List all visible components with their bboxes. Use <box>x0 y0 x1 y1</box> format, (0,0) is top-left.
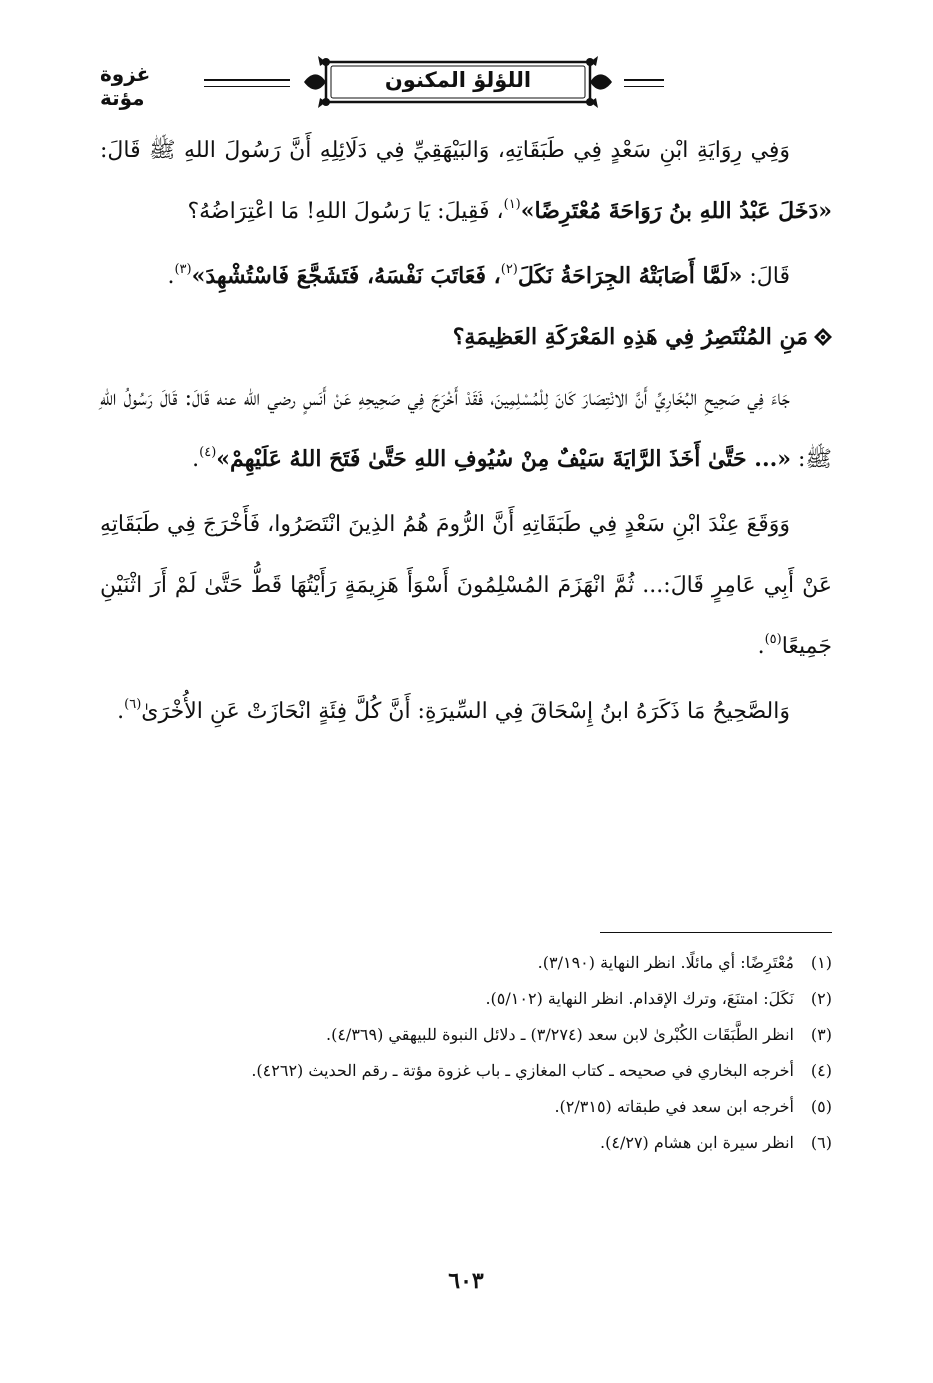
footnote-ref: (٣) <box>174 262 192 277</box>
footnote-item <box>100 1089 832 1125</box>
main-text <box>100 120 832 742</box>
ornament-bullet-icon <box>814 328 832 346</box>
paragraph-end: . <box>757 634 765 659</box>
footnote-item <box>100 1053 832 1089</box>
header-rule-left <box>204 79 290 87</box>
footnote-text: مُعْتَرِضًا: أي مائلًا. انظر النهاية (٣/١٩٠). <box>537 953 794 972</box>
footnote-item <box>100 1017 832 1053</box>
footnote-number: (٣) <box>810 1025 832 1044</box>
paragraph-1 <box>100 120 832 242</box>
paragraph-end: . <box>192 447 200 472</box>
header-rule-right <box>624 79 664 87</box>
page-number: ٦٠٣ <box>448 1268 484 1294</box>
footnote-text: انظر سيرة ابن هشام (٤/٢٧). <box>600 1133 794 1152</box>
footnote-item <box>100 945 832 981</box>
question-heading <box>100 307 832 368</box>
footnote-text: أخرجه البخاري في صحيحه ـ كتاب المغازي ـ باب غزوة مؤتة ـ رقم الحديث (٤٢٦٢). <box>251 1061 794 1080</box>
book-title: اللؤلؤ المكنون <box>384 68 532 92</box>
footnote-item <box>100 981 832 1017</box>
paragraph-text: وَفِي رِوَايَةِ ابْنِ سَعْدٍ فِي طَبَقَاتِهِ، وَالبَيْهَقِيِّ فِي دَلَائِلِهِ أَنَّ رَسُولَ اللهِ ﷺ قَالَ: <box>100 138 790 163</box>
paragraph-5 <box>100 681 832 742</box>
paragraph-2 <box>100 246 832 307</box>
footnote-ref: (٥) <box>764 632 782 647</box>
footnote-item <box>100 1125 832 1161</box>
paragraph-4 <box>100 494 832 677</box>
paragraph-text: ، فَقِيلَ: يَا رَسُولَ اللهِ! مَا اعْتِرَاضُهُ؟ <box>187 199 504 224</box>
hadith-quote: «... حَتَّىٰ أَخَذَ الرَّايَةَ سَيْفٌ مِنْ سُيُوفِ اللهِ حَتَّىٰ فَتَحَ اللهُ عَلَيْهِمْ» <box>216 446 792 472</box>
footnote-text: انظر الطَّبَقَات الكُبْرىٰ لابن سعد (٣/٢٧٤) ـ دلائل النبوة للبيهقي (٤/٣٦٩). <box>326 1025 794 1044</box>
paragraph-end: . <box>117 699 125 724</box>
paragraph-text: قَالَ: <box>742 264 790 289</box>
footnote-number: (١) <box>810 953 832 972</box>
section-title: غزوة مؤتة <box>100 62 151 110</box>
footnotes <box>100 945 832 1161</box>
question-text: مَنِ المُنْتَصِرُ فِي هَذِهِ المَعْرَكَةِ العَظِيمَةِ؟ <box>452 324 808 350</box>
paragraph-3 <box>100 368 832 490</box>
paragraph-text: جَاءَ فِي صَحِيحِ البُخَارِيِّ أَنَّ الانْتِصَارَ كَانَ لِلْمُسْلِمِينَ، فَقَدْ أَخْرَجَ فِي صَحِيحِهِ عَنْ أَنَسٍ رضي الله عنه قَالَ: قَالَ رَسُولُ اللهِ ﷺ: <box>100 386 832 472</box>
hadith-quote: ، فَعَاتَبَ نَفْسَهُ، فَتَشَجَّعَ فَاسْتُشْهِدَ» <box>191 263 501 289</box>
footnote-ref: (٢) <box>500 262 518 277</box>
paragraph-text: وَوَقَعَ عِنْدَ ابْنِ سَعْدٍ فِي طَبَقَاتِهِ أَنَّ الرُّومَ هُمُ الذِينَ انْتَصَرُوا، فَأَخْرَجَ فِي طَبَقَاتِهِ عَنْ أَبِي عَامِرٍ قَالَ:... ثُمَّ انْهَزَمَ المُسْلِمُونَ أَسْوَأَ هَزِيمَةٍ رَأَيْتُهَا قَطُّ حَتَّىٰ لَمْ أَرَ اثْنَيْنِ جَمِيعًا <box>100 512 832 659</box>
paragraph-text: وَالصَّحِيحُ مَا ذَكَرَهُ ابنُ إِسْحَاقَ فِي السِّيرَةِ: أَنَّ كُلَّ فِئَةٍ انْحَازَتْ عَنِ الأُخْرَىٰ <box>141 699 790 724</box>
paragraph-end: . <box>167 264 175 289</box>
footnote-ref: (٤) <box>199 445 217 460</box>
footnote-ref: (٦) <box>124 697 142 712</box>
book-title-frame <box>300 52 616 112</box>
footnote-number: (٥) <box>810 1097 832 1116</box>
footnote-ref: (١) <box>503 197 521 212</box>
footnote-separator <box>600 932 832 933</box>
footnote-number: (٢) <box>810 989 832 1008</box>
footnote-text: أخرجه ابن سعد في طبقاته (٢/٣١٥). <box>554 1097 794 1116</box>
footnote-text: نَكَلَ: امتنَعَ، وترك الإقدام. انظر النهاية (٥/١٠٢). <box>485 989 794 1008</box>
hadith-quote: «لَمَّا أَصَابَتْهُ الجِرَاحَةُ نَكَلَ <box>517 263 743 289</box>
footnote-number: (٦) <box>810 1133 832 1152</box>
footnote-number: (٤) <box>810 1061 832 1080</box>
running-header <box>100 46 832 116</box>
hadith-quote: «دَخَلَ عَبْدُ اللهِ بنُ رَوَاحَةَ مُعْتَرِضًا» <box>520 198 832 224</box>
